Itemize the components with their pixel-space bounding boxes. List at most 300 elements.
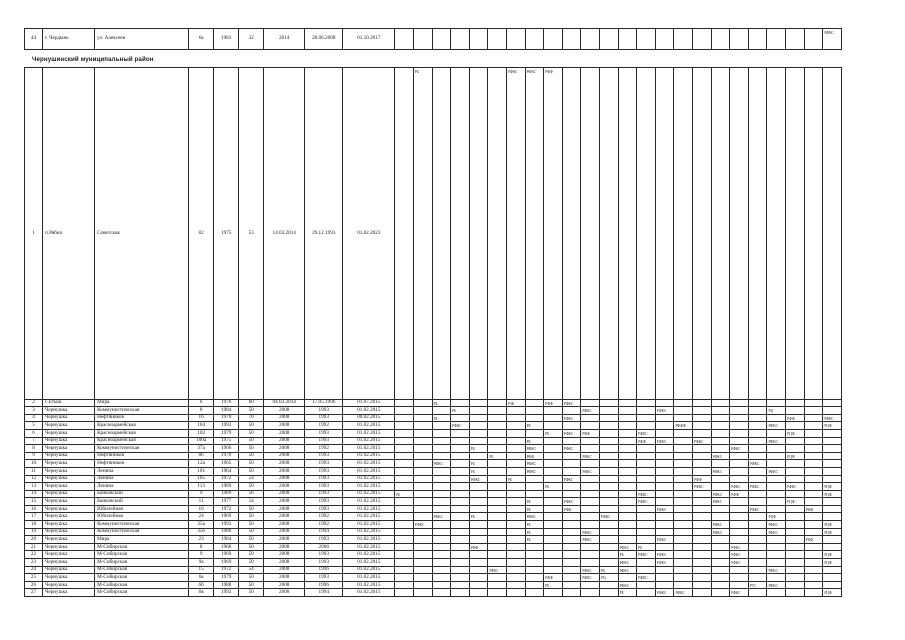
cell-mark (674, 498, 693, 506)
cell-repair: 1993 (305, 490, 343, 498)
table-row (25, 414, 842, 422)
cell-mark (767, 399, 786, 407)
cell-mark (711, 422, 730, 430)
cell-street: Ленина (95, 467, 189, 475)
cell-mark (451, 483, 470, 491)
cell-mark (655, 528, 674, 536)
table-row (25, 566, 842, 574)
cell-num: 17 (25, 513, 43, 521)
cell-mark (823, 581, 842, 589)
cell-mark (655, 574, 674, 582)
cell-mark (581, 498, 600, 506)
cell-mark: РЗК (506, 399, 525, 407)
cell-mark (544, 437, 563, 445)
cell-mark (748, 551, 767, 559)
cell-mark (469, 490, 488, 498)
cell-wear: 50 (239, 483, 264, 491)
cell-mark (767, 490, 786, 498)
cell-mark (767, 475, 786, 483)
cell-year: 1984 (214, 536, 239, 544)
cell-wear: 50 (239, 452, 264, 460)
cell-mark: РФКС (655, 551, 674, 559)
cell-mark (674, 505, 693, 513)
cell-mark (395, 475, 414, 483)
cell-mark (674, 521, 693, 529)
cell-mark (674, 414, 693, 422)
cell-house: 6а (189, 574, 214, 582)
cell-year: 1988 (214, 581, 239, 589)
cell-survey: 2008 (264, 543, 305, 551)
table-row (25, 574, 842, 582)
cell-mark (469, 505, 488, 513)
cell-survey: 2008 (264, 483, 305, 491)
cell-mark (395, 581, 414, 589)
cell-locality: Чернушка (43, 490, 95, 498)
cell-mark (600, 429, 619, 437)
cell-mark (544, 566, 563, 574)
cell-mark (748, 566, 767, 574)
cell-mark (748, 536, 767, 544)
cell-mark (395, 467, 414, 475)
cell-mark (413, 452, 432, 460)
cell-mark (786, 68, 805, 400)
cell-mark: РФФ (581, 429, 600, 437)
cell-mark (674, 581, 693, 589)
cell-locality: Чернушка (43, 559, 95, 567)
cell-mark (544, 543, 563, 551)
cell-mark (767, 483, 786, 491)
cell-mark (674, 483, 693, 491)
cell-mark (786, 566, 805, 574)
cell-mark (544, 521, 563, 529)
cell-mark (693, 429, 712, 437)
cell-mark (823, 467, 842, 475)
cell-mark (413, 422, 432, 430)
cell-survey: 2008 (264, 467, 305, 475)
cell-mark (655, 566, 674, 574)
cell-mark (544, 460, 563, 468)
cell-mark: РФФ (525, 452, 544, 460)
cell-mark (506, 589, 525, 597)
cell-mark: РФКС (674, 589, 693, 597)
cell-survey: 2008 (264, 566, 305, 574)
cell-mark (786, 551, 805, 559)
cell-mark: РФКС (618, 559, 637, 567)
cell-mark (693, 452, 712, 460)
cell-mark (693, 536, 712, 544)
cell-mark (823, 445, 842, 453)
cell-mark (432, 68, 451, 400)
cell-mark (544, 505, 563, 513)
cell-mark (469, 551, 488, 559)
cell-mark (618, 414, 637, 422)
cell-mark (786, 460, 805, 468)
cell-mark (395, 566, 414, 574)
cell-survey: 14.03.2014 (264, 68, 305, 400)
cell-year: 1972 (214, 566, 239, 574)
cell-mark (451, 68, 470, 400)
cell-mark (767, 429, 786, 437)
cell-survey: 2008 (264, 581, 305, 589)
cell-mark (506, 566, 525, 574)
cell-mark (786, 407, 805, 415)
cell-mark (748, 414, 767, 422)
cell-locality: Чернушка (43, 414, 95, 422)
cell-num: 6 (25, 429, 43, 437)
cell-mark (506, 483, 525, 491)
cell-mark (506, 528, 525, 536)
cell-survey: 2008 (264, 521, 305, 529)
cell-mark (581, 521, 600, 529)
cell-street: Юбилейная (95, 505, 189, 513)
cell-num: 7 (25, 437, 43, 445)
cell-mark (525, 483, 544, 491)
cell-mark (413, 445, 432, 453)
cell-mark (506, 460, 525, 468)
cell-mark (469, 452, 488, 460)
cell-wear: 50 (239, 437, 264, 445)
cell-mark (804, 414, 823, 422)
cell-mark (581, 414, 600, 422)
cell-mark (451, 513, 470, 521)
cell-mark (767, 589, 786, 597)
cell-mark (748, 475, 767, 483)
cell-mark: РФКС (451, 422, 470, 430)
cell-mark (655, 68, 674, 400)
cell-mark (488, 407, 507, 415)
cell-mark (618, 399, 637, 407)
cell-mark: РФКС (767, 422, 786, 430)
cell-mark: РЦФ (823, 551, 842, 559)
cell-mark (618, 452, 637, 460)
cell-mark: РФФ (544, 399, 563, 407)
cell-mark (581, 490, 600, 498)
cell-mark: РЦФ (786, 429, 805, 437)
cell-mark (786, 574, 805, 582)
cell-mark (469, 559, 488, 567)
cell-mark: РФКС (637, 551, 656, 559)
cell-mark (413, 475, 432, 483)
cell-mark (711, 559, 730, 567)
cell-year: 1965 (214, 460, 239, 468)
cell-num: 24 (25, 566, 43, 574)
cell-num: 12 (25, 475, 43, 483)
table-row (25, 422, 842, 430)
cell-mark (413, 498, 432, 506)
cell-mark (711, 513, 730, 521)
cell-mark: РФКС (637, 429, 656, 437)
cell-mark (804, 407, 823, 415)
cell-mark (786, 399, 805, 407)
table-row (25, 528, 842, 536)
cell-mark (674, 452, 693, 460)
cell-wear: 50 (239, 467, 264, 475)
cell-repair: 1992 (305, 422, 343, 430)
cell-year: 1976 (214, 399, 239, 407)
cell-mark: РФФ (544, 574, 563, 582)
cell-mark (469, 521, 488, 529)
cell-repair: 1993 (305, 574, 343, 582)
table-row (25, 521, 842, 529)
cell-date: 01.02.2015 (343, 483, 395, 491)
cell-mark (581, 437, 600, 445)
cell-mark (637, 536, 656, 544)
cell-mark (469, 414, 488, 422)
cell-mark: РЦФ (804, 536, 823, 544)
cell-repair: 1993 (305, 429, 343, 437)
cell-house: 8 (189, 543, 214, 551)
cell-mark: РФКС (432, 460, 451, 468)
cell-mark (674, 29, 693, 50)
cell-wear: 56 (239, 490, 264, 498)
cell-date: 01.02.2015 (343, 505, 395, 513)
cell-mark (711, 566, 730, 574)
cell-mark: РБ (525, 498, 544, 506)
cell-mark: РБ (469, 513, 488, 521)
cell-mark: РБ (544, 483, 563, 491)
cell-mark (637, 589, 656, 597)
cell-mark: РФКС (730, 543, 749, 551)
cell-mark (767, 536, 786, 544)
cell-mark: РЦФ (823, 589, 842, 597)
cell-mark: РБ (469, 460, 488, 468)
cell-mark: РЦФ (823, 490, 842, 498)
cell-num: 25 (25, 574, 43, 582)
cell-mark (804, 543, 823, 551)
cell-mark: РБ (469, 467, 488, 475)
cell-mark (600, 483, 619, 491)
cell-survey: 2008 (264, 460, 305, 468)
cell-mark (674, 399, 693, 407)
cell-street: Коммунистическая (95, 521, 189, 529)
cell-mark (786, 528, 805, 536)
cell-mark (711, 399, 730, 407)
cell-mark (823, 498, 842, 506)
cell-mark (451, 414, 470, 422)
cell-mark (674, 551, 693, 559)
cell-num: 19 (25, 528, 43, 536)
cell-house: 105 (189, 475, 214, 483)
cell-mark (469, 68, 488, 400)
cell-street: Коммунистическая (95, 528, 189, 536)
cell-mark (618, 483, 637, 491)
cell-mark (581, 551, 600, 559)
cell-mark (823, 399, 842, 407)
cell-street: М-Сибирская (95, 543, 189, 551)
cell-mark: РФКС (693, 437, 712, 445)
cell-mark (600, 452, 619, 460)
cell-mark: РБ (525, 505, 544, 513)
cell-mark (488, 490, 507, 498)
cell-locality: Чернушка (43, 551, 95, 559)
cell-mark (451, 498, 470, 506)
cell-mark (730, 422, 749, 430)
cell-mark (562, 490, 581, 498)
cell-mark (693, 505, 712, 513)
cell-mark (544, 490, 563, 498)
cell-mark (637, 566, 656, 574)
cell-mark (674, 574, 693, 582)
cell-mark: РФКС (767, 566, 786, 574)
cell-mark: РФКС (655, 407, 674, 415)
cell-repair: 1993 (305, 475, 343, 483)
cell-mark (600, 29, 619, 50)
cell-mark: РФКС (748, 483, 767, 491)
cell-mark: РФКС (767, 467, 786, 475)
cell-street: Советская (95, 68, 189, 400)
cell-mark (767, 452, 786, 460)
table-row (25, 399, 842, 407)
cell-mark (767, 460, 786, 468)
cell-mark (637, 460, 656, 468)
cell-year: 1970 (214, 414, 239, 422)
cell-mark (786, 521, 805, 529)
cell-mark (469, 399, 488, 407)
cell-mark (748, 407, 767, 415)
cell-mark (711, 460, 730, 468)
cell-mark (730, 467, 749, 475)
cell-mark (748, 490, 767, 498)
cell-mark (767, 414, 786, 422)
cell-year: 1989 (214, 490, 239, 498)
cell-date: 01.02.2015 (343, 521, 395, 529)
cell-mark (618, 429, 637, 437)
cell-mark (451, 589, 470, 597)
cell-survey: 2008 (264, 422, 305, 430)
cell-mark (451, 490, 470, 498)
cell-year: 1968 (214, 543, 239, 551)
cell-num: 26 (25, 581, 43, 589)
cell-mark (525, 407, 544, 415)
cell-num: 3 (25, 407, 43, 415)
table-row (25, 551, 842, 559)
cell-mark (581, 399, 600, 407)
cell-num: 1 (25, 68, 43, 400)
cell-repair: 1996 (305, 581, 343, 589)
cell-repair: 1993 (305, 559, 343, 567)
cell-mark (562, 521, 581, 529)
cell-locality: Чернушка (43, 536, 95, 544)
cell-mark: РФКС (525, 513, 544, 521)
cell-mark (804, 68, 823, 400)
cell-mark (748, 399, 767, 407)
cell-mark (804, 29, 823, 50)
cell-mark (488, 528, 507, 536)
cell-mark (395, 536, 414, 544)
cell-mark (525, 551, 544, 559)
table-row (25, 483, 842, 491)
cell-repair: 1993 (305, 551, 343, 559)
cell-mark (525, 559, 544, 567)
cell-mark (432, 429, 451, 437)
cell-num: 9 (25, 452, 43, 460)
cell-wear: 53 (239, 68, 264, 400)
cell-mark: РФКС (637, 490, 656, 498)
cell-mark (562, 581, 581, 589)
cell-mark (804, 452, 823, 460)
cell-mark (600, 422, 619, 430)
cell-date: 01.02.2023 (343, 68, 395, 400)
cell-mark (786, 543, 805, 551)
cell-mark (786, 589, 805, 597)
cell-mark (655, 475, 674, 483)
cell-mark (730, 505, 749, 513)
cell-mark: РФКС (581, 566, 600, 574)
cell-mark: РФКС (581, 452, 600, 460)
cell-mark (637, 505, 656, 513)
cell-mark (693, 559, 712, 567)
cell-year: 1989 (214, 483, 239, 491)
cell-mark (451, 460, 470, 468)
cell-date: 01.02.2015 (343, 467, 395, 475)
cell-mark (413, 581, 432, 589)
cell-year: 1993 (214, 521, 239, 529)
cell-mark (693, 490, 712, 498)
cell-wear: 70 (239, 414, 264, 422)
cell-mark (562, 460, 581, 468)
cell-date: 01.02.2015 (343, 445, 395, 453)
cell-mark (506, 498, 525, 506)
cell-house: 6б (189, 581, 214, 589)
cell-mark (581, 589, 600, 597)
cell-date: 01.02.2015 (343, 574, 395, 582)
cell-year: 1992 (214, 589, 239, 597)
cell-mark (618, 505, 637, 513)
cell-mark (655, 445, 674, 453)
cell-mark: РФКС (711, 498, 730, 506)
cell-mark (600, 407, 619, 415)
cell-mark (581, 543, 600, 551)
cell-mark (618, 422, 637, 430)
cell-mark (600, 68, 619, 400)
cell-mark (618, 460, 637, 468)
cell-date: 01.02.2015 (343, 422, 395, 430)
cell-year: 1972 (214, 475, 239, 483)
cell-repair: 1992 (305, 513, 343, 521)
cell-mark (748, 422, 767, 430)
cell-mark (451, 528, 470, 536)
cell-mark (693, 460, 712, 468)
cell-mark (413, 437, 432, 445)
cell-mark (544, 551, 563, 559)
cell-mark (786, 505, 805, 513)
cell-mark (674, 460, 693, 468)
cell-mark (562, 589, 581, 597)
cell-mark (767, 68, 786, 400)
cell-num: 23 (25, 559, 43, 567)
table-row (25, 452, 842, 460)
cell-mark (506, 536, 525, 544)
cell-mark: РЦФ (823, 521, 842, 529)
cell-mark (674, 536, 693, 544)
cell-house: 35а (189, 521, 214, 529)
cell-mark (581, 559, 600, 567)
cell-locality: Чернушка (43, 422, 95, 430)
cell-mark (693, 528, 712, 536)
cell-mark (730, 528, 749, 536)
cell-repair: 1993 (305, 437, 343, 445)
cell-num: 14 (25, 490, 43, 498)
cell-mark: РФКС (525, 445, 544, 453)
cell-mark (544, 422, 563, 430)
cell-mark: РФКС (581, 528, 600, 536)
cell-mark: РФКС (730, 589, 749, 597)
cell-mark: РБ (525, 437, 544, 445)
cell-year: 1970 (214, 452, 239, 460)
cell-mark: РЦФ (823, 528, 842, 536)
cell-street: М-Сибирская (95, 581, 189, 589)
cell-mark (823, 513, 842, 521)
